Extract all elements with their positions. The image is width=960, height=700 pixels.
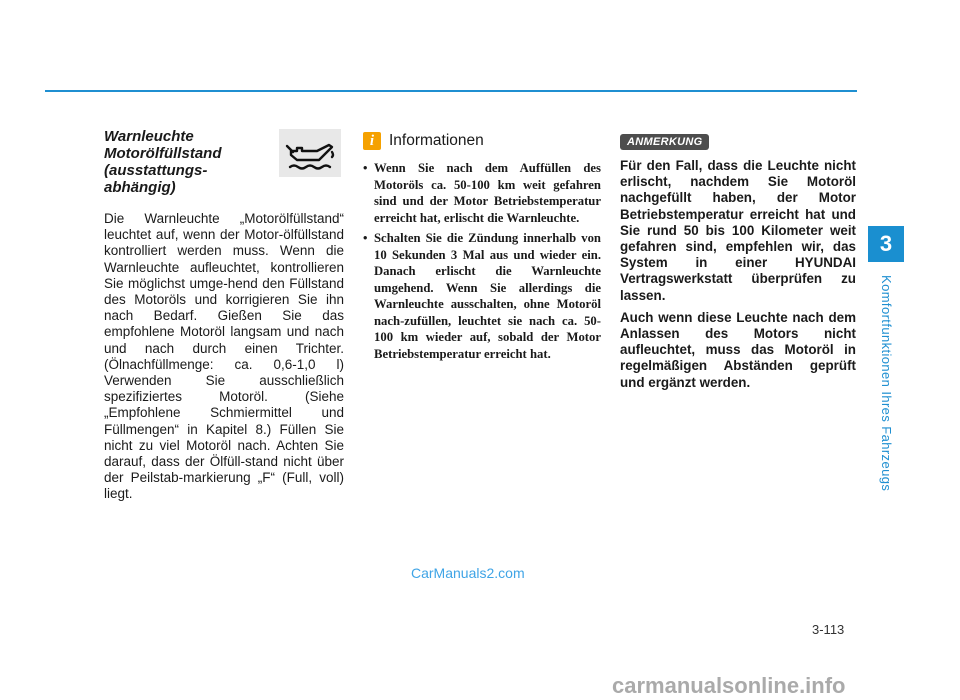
chapter-tab: 3 xyxy=(868,226,904,262)
warning-body xyxy=(104,211,344,503)
watermark-footer: carmanualsonline.info xyxy=(612,673,846,698)
info-title: Informationen xyxy=(389,132,484,149)
info-list xyxy=(363,160,601,362)
warning-title-line: (ausstattungs- xyxy=(104,162,208,179)
watermark-link[interactable]: CarManuals2.com xyxy=(411,565,525,581)
warning-title-line: abhängig) xyxy=(104,179,176,196)
info-icon: i xyxy=(363,132,381,150)
note-paragraph: Für den Fall, dass die Leuchte nicht erlischt, nachdem Sie Motoröl nachgefüllt haben, der Motor Betriebstemperatur erreicht hat und Sie rund 50 bis 100 Kilometer weit gefahren sind, empfehlen wir, das System in einer HYUNDAI Vertragswerkstatt überprüfen zu lassen. xyxy=(620,158,856,303)
top-rule xyxy=(45,90,857,92)
info-header xyxy=(363,132,601,150)
page-number: 3-113 xyxy=(812,622,845,637)
warning-title xyxy=(104,128,274,196)
warning-title-line: Warnleuchte xyxy=(104,128,194,145)
list-item: • Wenn Sie nach dem Auffüllen des Motoröls ca. 50-100 km weit gefahren sind und der Motor Betriebstemperatur erreicht hat, erlischt die Warnleuchte. xyxy=(363,160,601,226)
warning-paragraph: Die Warnleuchte „Motorölfüllstand“ leuchtet auf, wenn der Motor-ölfüllstand kontrolliert werden muss. Wenn die Warnleuchte aufleuchtet, kontrollieren Sie möglichst umge-hend den Füllstand des Motoröls und korrigieren Sie ihn nach Bedarf. Gießen Sie das empfohlene Motoröl langsam und nach und nach durch einen Trichter. (Ölnachfüllmenge: ca. 0,6-1,0 l) Verwenden Sie ausschließlich spezifiziertes Motoröl. (Siehe „Empfohlene Schmiermittel und Füllmengen“ in Kapitel 8.) Füllen Sie nicht zu viel Motoröl nach. Achten Sie darauf, dass der Ölfüll-stand nicht über der Peilstab-markierung „F“ (Full, voll) liegt. xyxy=(104,211,344,502)
chapter-side-title xyxy=(876,275,896,505)
oil-can-icon xyxy=(279,129,341,177)
list-item: • Schalten Sie die Zündung innerhalb von 10 Sekunden 3 Mal aus und wieder ein. Danach erlischt die Warnleuchte umgehend. Wenn Sie allerdings die Warnleuchte ausschalten, ohne Motoröl nach-zufüllen, leuchtet sie nach ca. 50-100 km wieder auf, sobald der Motor Betriebstemperatur erreicht hat. xyxy=(363,230,601,362)
note-paragraph: Auch wenn diese Leuchte nach dem Anlassen des Motors nicht aufleuchtet, muss das Motoröl in regelmäßigen Abständen geprüft und ergänzt werden. xyxy=(620,309,856,390)
note-section xyxy=(620,132,856,397)
info-section xyxy=(363,132,601,366)
chapter-title: Komfortfunktionen Ihres Fahrzeugs xyxy=(879,275,894,492)
note-badge: ANMERKUNG xyxy=(620,134,709,150)
warning-title-line: Motorölfüllstand xyxy=(104,145,222,162)
note-body xyxy=(620,158,856,391)
